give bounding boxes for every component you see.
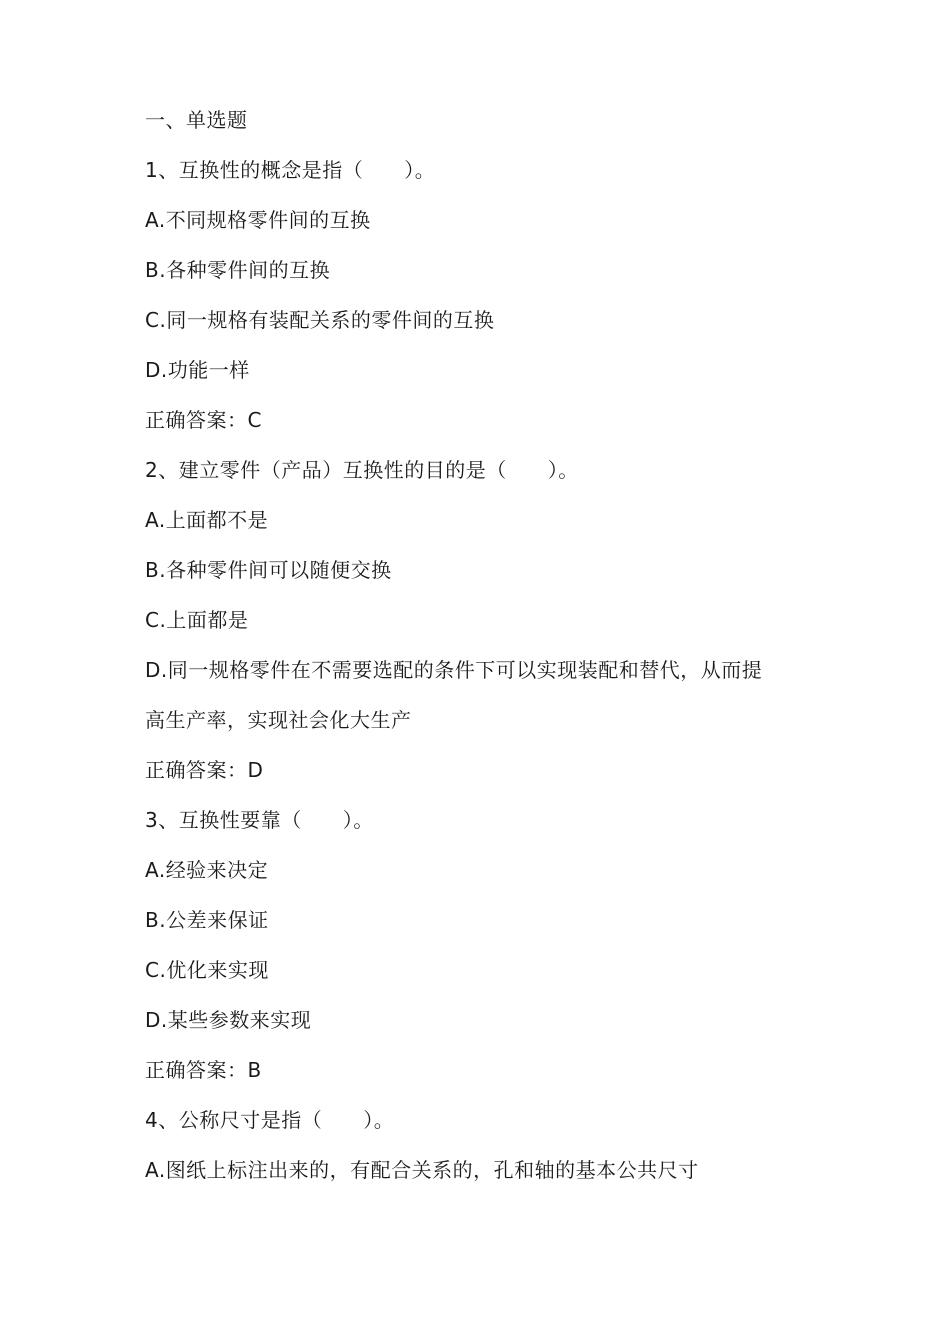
document-content	[145, 95, 825, 1195]
question-1-option-b: B.各种零件间的互换	[145, 258, 331, 282]
question-1-option-d: D.功能一样	[145, 358, 250, 382]
question-1-option-a: A.不同规格零件间的互换	[145, 208, 371, 232]
question-2-option-d: D.同一规格零件在不需要选配的条件下可以实现装配和替代，从而提	[145, 658, 763, 682]
question-2-option-d-continuation: 高生产率，实现社会化大生产	[145, 708, 412, 732]
question-2-answer: 正确答案：D	[145, 758, 264, 782]
question-1-answer: 正确答案：C	[145, 408, 262, 432]
question-3-stem: 3、互换性要靠（ ）。	[145, 808, 374, 832]
section-title: 一、单选题	[145, 108, 248, 132]
question-3-option-d: D.某些参数来实现	[145, 1008, 312, 1032]
question-3-option-b: B.公差来保证	[145, 908, 269, 932]
question-4-stem: 4、公称尺寸是指（ ）。	[145, 1108, 395, 1132]
question-1-stem: 1、互换性的概念是指（ ）。	[145, 158, 436, 182]
question-3-answer: 正确答案：B	[145, 1058, 262, 1082]
question-2-option-a: A.上面都不是	[145, 508, 269, 532]
question-1-option-c: C.同一规格有装配关系的零件间的互换	[145, 308, 495, 332]
question-3-option-c: C.优化来实现	[145, 958, 269, 982]
question-3-option-a: A.经验来决定	[145, 858, 269, 882]
question-2-stem: 2、建立零件（产品）互换性的目的是（ ）。	[145, 458, 579, 482]
question-2-option-b: B.各种零件间可以随便交换	[145, 558, 392, 582]
question-2-option-c: C.上面都是	[145, 608, 249, 632]
question-4-option-a: A.图纸上标注出来的，有配合关系的，孔和轴的基本公共尺寸	[145, 1158, 699, 1182]
